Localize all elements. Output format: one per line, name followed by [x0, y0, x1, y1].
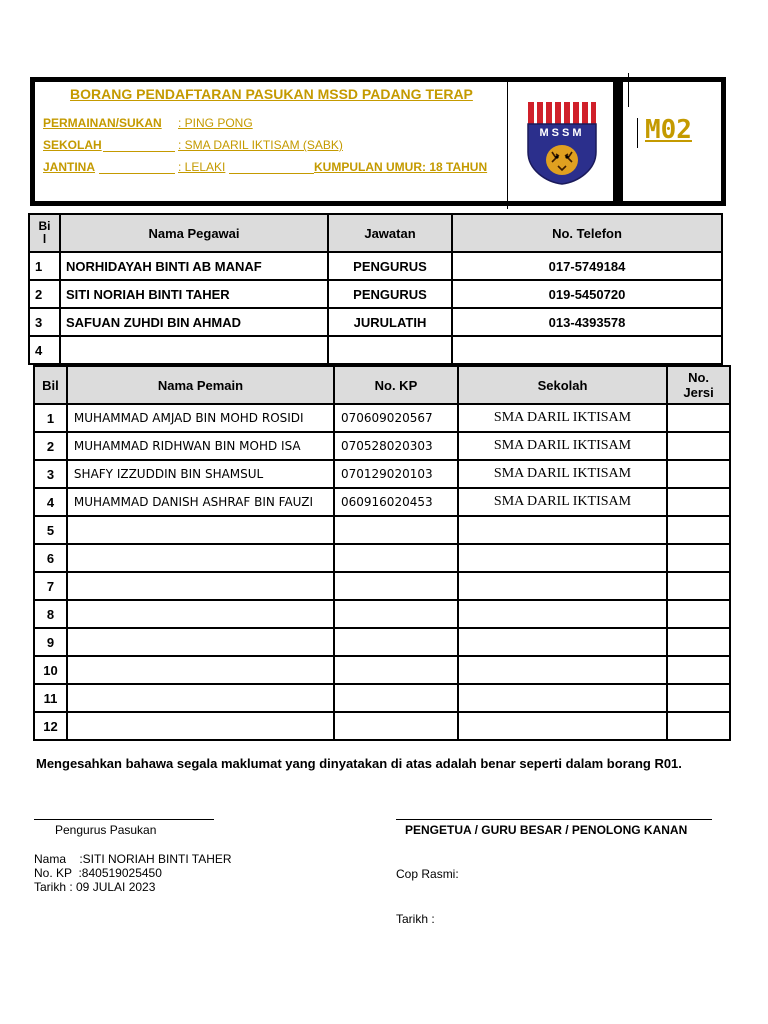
table-row: [34, 432, 730, 460]
player-sekolah: [458, 600, 667, 628]
cop-rasmi-label: Cop Rasmi:: [396, 867, 459, 881]
label-jantina: JANTINA: [43, 160, 96, 174]
official-jawatan: PENGURUS: [328, 252, 452, 280]
player-jersi: [667, 572, 730, 600]
official-jawatan: [328, 336, 452, 364]
table-row: [34, 712, 730, 740]
player-jersi: [667, 712, 730, 740]
header-row-jantina: [43, 160, 503, 176]
table-row: [34, 656, 730, 684]
official-nama: [60, 336, 328, 364]
table-row: [29, 336, 722, 364]
player-bil: 1: [34, 404, 67, 432]
player-kp: [334, 628, 458, 656]
value-jantina: : LELAKI: [178, 160, 226, 174]
player-kp: [334, 572, 458, 600]
player-nama: SHAFY IZZUDDIN BIN SHAMSUL: [67, 460, 334, 488]
player-jersi: [667, 656, 730, 684]
player-kp: [334, 712, 458, 740]
player-sekolah: [458, 684, 667, 712]
col-header-nama-pegawai: Nama Pegawai: [60, 214, 328, 252]
players-table: [33, 365, 731, 741]
col-header-jawatan: Jawatan: [328, 214, 452, 252]
table-row: [34, 572, 730, 600]
player-sekolah: SMA DARIL IKTISAM: [458, 432, 667, 460]
player-nama: [67, 628, 334, 656]
table-row: [29, 280, 722, 308]
signatory-kp: No. KP :840519025450: [34, 866, 162, 880]
table-row: [34, 544, 730, 572]
player-sekolah: [458, 572, 667, 600]
players-header-row: [34, 366, 730, 404]
official-jawatan: PENGURUS: [328, 280, 452, 308]
table-row: [34, 628, 730, 656]
player-sekolah: [458, 544, 667, 572]
form-code: M02: [645, 115, 692, 145]
player-sekolah: [458, 628, 667, 656]
player-sekolah: SMA DARIL IKTISAM: [458, 460, 667, 488]
form-code-tick: [628, 73, 629, 107]
signatory-nama: Nama :SITI NORIAH BINTI TAHER: [34, 852, 232, 866]
header-divider: [507, 77, 508, 209]
player-kp: [334, 600, 458, 628]
player-sekolah: SMA DARIL IKTISAM: [458, 488, 667, 516]
player-kp: 070609020567: [334, 404, 458, 432]
player-jersi: [667, 432, 730, 460]
signature-line-right: [396, 819, 712, 820]
kumpulan-umur: KUMPULAN UMUR: 18 TAHUN: [314, 160, 488, 174]
player-bil: 4: [34, 488, 67, 516]
player-kp: 070528020303: [334, 432, 458, 460]
player-bil: 10: [34, 656, 67, 684]
officials-table: [28, 213, 723, 365]
signatory-title-left: Pengurus Pasukan: [55, 823, 157, 837]
table-row: [34, 488, 730, 516]
official-telefon: 019-5450720: [452, 280, 722, 308]
header-row-sekolah: [43, 138, 503, 154]
label-sukan: PERMAINAN/SUKAN: [43, 116, 162, 130]
player-sekolah: [458, 712, 667, 740]
player-bil: 2: [34, 432, 67, 460]
player-kp: 060916020453: [334, 488, 458, 516]
player-kp: [334, 656, 458, 684]
player-kp: 070129020103: [334, 460, 458, 488]
signatory-details: [34, 852, 232, 894]
form-code-bar: [637, 118, 638, 148]
confirmation-text: Mengesahkan bahawa segala maklumat yang dinyatakan di atas adalah benar seperti dalam borang R01.: [36, 756, 682, 771]
signatory-tarikh: Tarikh : 09 JULAI 2023: [34, 880, 156, 894]
player-bil: 3: [34, 460, 67, 488]
col-header-no-jersi: No. Jersi: [667, 366, 730, 404]
col-header-no-kp: No. KP: [334, 366, 458, 404]
col-header-bil: Bil: [34, 366, 67, 404]
player-nama: MUHAMMAD AMJAD BIN MOHD ROSIDI: [67, 404, 334, 432]
player-kp: [334, 516, 458, 544]
officials-header-row: [29, 214, 722, 252]
player-jersi: [667, 600, 730, 628]
player-bil: 6: [34, 544, 67, 572]
value-sukan: : PING PONG: [178, 116, 253, 130]
official-telefon: 013-4393578: [452, 308, 722, 336]
player-jersi: [667, 404, 730, 432]
table-row: [34, 404, 730, 432]
table-row: [29, 308, 722, 336]
player-kp: [334, 544, 458, 572]
official-jawatan: JURULATIH: [328, 308, 452, 336]
player-jersi: [667, 628, 730, 656]
form-title: BORANG PENDAFTARAN PASUKAN MSSD PADANG TERAP: [70, 86, 473, 102]
player-nama: [67, 516, 334, 544]
table-row: [34, 600, 730, 628]
player-jersi: [667, 488, 730, 516]
player-jersi: [667, 516, 730, 544]
player-bil: 5: [34, 516, 67, 544]
player-kp: [334, 684, 458, 712]
col-header-nama-pemain: Nama Pemain: [67, 366, 334, 404]
col-header-telefon: No. Telefon: [452, 214, 722, 252]
official-bil: 2: [29, 280, 60, 308]
player-jersi: [667, 544, 730, 572]
player-nama: [67, 712, 334, 740]
col-header-bil: Bi l: [29, 214, 60, 252]
player-nama: [67, 572, 334, 600]
player-bil: 7: [34, 572, 67, 600]
player-nama: [67, 656, 334, 684]
player-nama: [67, 544, 334, 572]
official-telefon: 017-5749184: [452, 252, 722, 280]
player-nama: [67, 600, 334, 628]
player-bil: 11: [34, 684, 67, 712]
player-jersi: [667, 460, 730, 488]
player-bil: 8: [34, 600, 67, 628]
official-bil: 3: [29, 308, 60, 336]
player-nama: MUHAMMAD RIDHWAN BIN MOHD ISA: [67, 432, 334, 460]
player-nama: [67, 684, 334, 712]
player-bil: 9: [34, 628, 67, 656]
svg-text:MSSM: MSSM: [539, 127, 585, 139]
player-jersi: [667, 684, 730, 712]
header-row-sukan: [43, 116, 503, 132]
col-header-sekolah: Sekolah: [458, 366, 667, 404]
value-sekolah: : SMA DARIL IKTISAM (SABK): [178, 138, 343, 152]
official-nama: SITI NORIAH BINTI TAHER: [60, 280, 328, 308]
official-nama: SAFUAN ZUHDI BIN AHMAD: [60, 308, 328, 336]
player-sekolah: [458, 656, 667, 684]
table-row: [34, 516, 730, 544]
player-bil: 12: [34, 712, 67, 740]
table-row: [34, 460, 730, 488]
player-sekolah: [458, 516, 667, 544]
official-telefon: [452, 336, 722, 364]
mssm-tiger-logo: [526, 100, 598, 186]
player-sekolah: SMA DARIL IKTISAM: [458, 404, 667, 432]
signature-line-left: [34, 819, 214, 820]
official-nama: NORHIDAYAH BINTI AB MANAF: [60, 252, 328, 280]
player-nama: MUHAMMAD DANISH ASHRAF BIN FAUZI: [67, 488, 334, 516]
table-row: [34, 684, 730, 712]
signatory-title-right: PENGETUA / GURU BESAR / PENOLONG KANAN: [405, 823, 688, 837]
official-bil: 4: [29, 336, 60, 364]
tarikh-right-label: Tarikh :: [396, 912, 435, 926]
official-bil: 1: [29, 252, 60, 280]
label-sekolah: SEKOLAH: [43, 138, 102, 152]
table-row: [29, 252, 722, 280]
